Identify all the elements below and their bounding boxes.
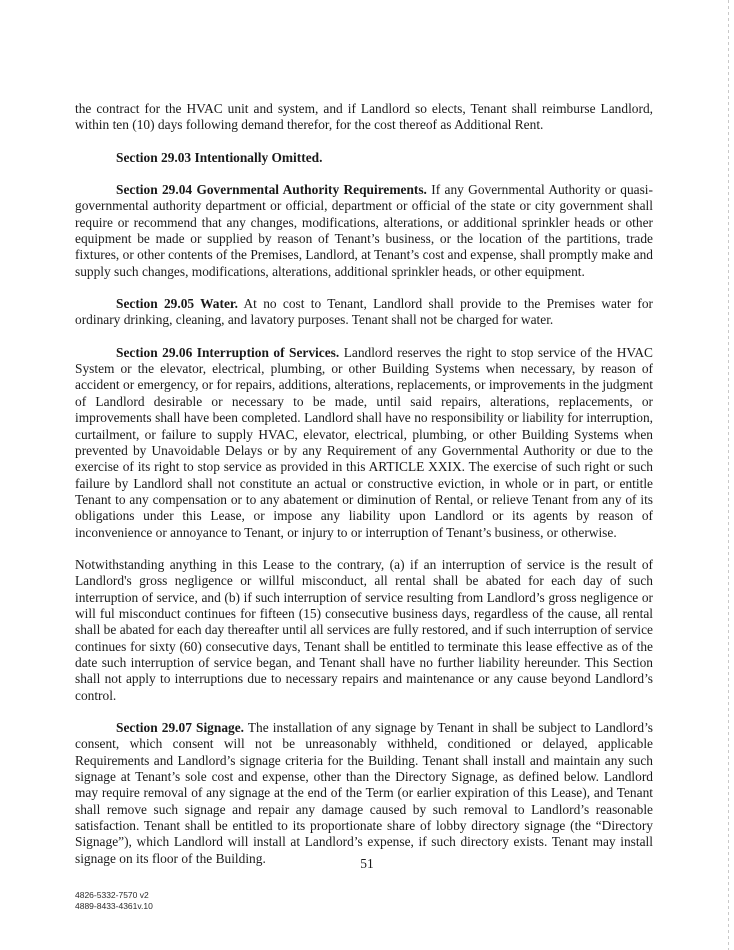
section-29-07 bbox=[75, 720, 653, 867]
section-text: If any Governmental Authority or quasi-governmental authority department or official, department or official of the state or city government shall require or recommend that any changes, modifications, alterations, or additional sprinkler heads or other equipment be made or supplied by reason of Tenant’s business, or the location of the partitions, trade fixtures, or other contents of the Premises, Landlord, at Tenant’s cost and expense, shall promptly make and supply such changes, modifications, alterations, additional sprinkler heads, or other equipment. bbox=[75, 182, 653, 279]
paragraph-text: Notwithstanding anything in this Lease to the contrary, (a) if an interruption of service is the result of Landlord's gross negligence or willful misconduct, all rental shall be abated for each day of such interruption of service, and (b) if such interruption of service resulting from Landlord’s gross negligence or will ful misconduct continues for fifteen (15) consecutive business days, regardless of the cause, all rental shall be abated for each day thereafter until all services are fully restored, and if such interruption of service continues for sixty (60) consecutive days, Tenant shall be entitled to terminate this lease effective as of the date such interruption of service began, and Tenant shall have no further liability hereunder. This Section shall not apply to interruptions due to necessary repairs and maintenance or any cause beyond Landlord’s control. bbox=[75, 556, 653, 703]
section-heading: Section 29.04 Governmental Authority Requirements. bbox=[116, 182, 427, 198]
page-number: 51 bbox=[360, 856, 374, 871]
section-text: Landlord reserves the right to stop service of the HVAC System or the elevator, electrical, plumbing, or other Building Systems when necessary, by reason of accident or emergency, or for repairs, additions, alterations, replacements, or improvements in the judgment of Landlord desirable or necessary to be made, until said repairs, alterations, replacements, or improvements shall have been completed. Landlord shall have no responsibility or liability for interruption, curtailment, or failure to supply HVAC, elevator, electrical, plumbing, or other Building Systems when prevented by Unavoidable Delays or by any Requirement of any Governmental Authority or due to the exercise of its right to stop service as provided in this ARTICLE XXIX. The exercise of such right or such failure by Landlord shall not constitute an actual or constructive eviction, in whole or in part, or entitle Tenant to any compensation or to any abatement or diminution of Rental, or relieve Tenant from any of its obligations under this Lease, or impose any liability upon Landlord or its agents by reason of inconvenience or annoyance to Tenant, or injury to or interruption of Tenant’s business, or otherwise. bbox=[75, 344, 653, 540]
section-29-04 bbox=[75, 182, 653, 280]
section-heading: Section 29.07 Signage. bbox=[116, 720, 244, 735]
section-heading: Section 29.03 Intentionally Omitted. bbox=[116, 149, 323, 165]
paragraph-text: the contract for the HVAC unit and system, and if Landlord so elects, Tenant shall reimburse Landlord, within ten (10) days following demand therefor, for the cost thereof as Additional Rent. bbox=[75, 101, 653, 133]
footer-code: 4826-5332-7570 v2 bbox=[75, 890, 149, 900]
section-29-05 bbox=[75, 296, 653, 329]
section-29-06 bbox=[75, 345, 653, 541]
footer-document-codes bbox=[75, 890, 153, 912]
section-heading: Section 29.05 Water. bbox=[116, 296, 238, 312]
section-text: The installation of any signage by Tenant in shall be subject to Landlord’s consent, which consent will not be unreasonably withheld, conditioned or delayed, applicable Requirements and Landlord’s signage criteria for the Building. Tenant shall install and maintain any such signage at Tenant’s sole cost and expense, other than the Directory Signage, as defined below. Landlord may require removal of any signage at the end of the Term (or earlier expiration of this Lease), and Tenant shall remove such signage and repair any damage caused by such removal to Landlord’s reasonable satisfaction. Tenant shall be entitled to its proportionate share of lobby directory signage (the “Directory Signage”), which Landlord will install at Landlord’s expense, if such directory exists. Tenant may install signage on its floor of the Building. bbox=[75, 720, 653, 866]
footer-code: 4889-8433-4361v.10 bbox=[75, 901, 153, 911]
paragraph-notwithstanding bbox=[75, 557, 653, 704]
page-edge-line bbox=[728, 0, 729, 950]
section-text: At no cost to Tenant, Landlord shall provide to the Premises water for ordinary drinking, cleaning, and lavatory purposes. Tenant shall not be charged for water. bbox=[75, 296, 653, 328]
section-29-03 bbox=[75, 150, 653, 166]
paragraph-continuation bbox=[75, 101, 653, 134]
document-body bbox=[75, 101, 653, 883]
section-heading: Section 29.06 Interruption of Services. bbox=[116, 344, 340, 360]
